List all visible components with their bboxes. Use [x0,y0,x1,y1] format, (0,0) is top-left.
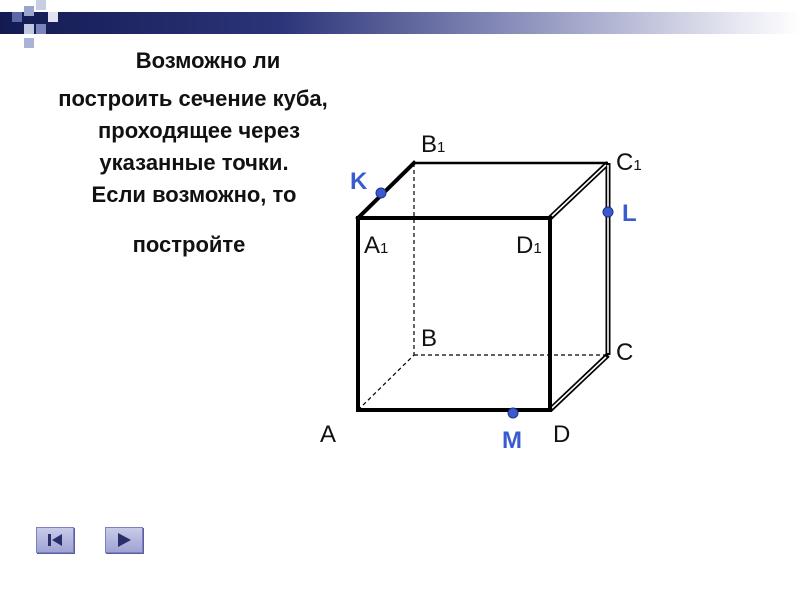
vertex-label-D1: D1 [516,232,542,259]
point-M-marker [508,408,518,418]
point-L-marker [603,207,613,217]
vertex-label-D: D [553,421,571,448]
first-slide-button[interactable] [36,527,74,553]
point-M-label: M [502,427,522,454]
question-line: Если возможно, то [91,182,297,207]
edge-C1D1-inner [552,165,606,216]
question-line: постройте [132,232,246,257]
question-line: проходящее через [97,118,301,143]
point-L-label: L [622,200,637,227]
vertex-label-B1: B1 [421,131,446,158]
point-K-label: K [350,168,368,195]
vertex-label-C1: C1 [616,149,642,176]
vertex-label-A1: A1 [364,232,389,259]
vertex-label-A: A [320,421,337,448]
question-line: построить сечение куба, [58,86,328,111]
question-line: Возможно ли [135,48,281,73]
skip-to-start-icon [37,528,73,552]
play-next-icon [106,528,142,552]
vertex-label-B: B [421,325,438,352]
point-K-marker [376,188,386,198]
next-slide-button[interactable] [105,527,143,553]
edge-AB [358,355,414,410]
question-line: указанные точки. [99,150,289,175]
edge-CD-inner [552,357,606,408]
vertex-label-C: C [616,339,634,366]
